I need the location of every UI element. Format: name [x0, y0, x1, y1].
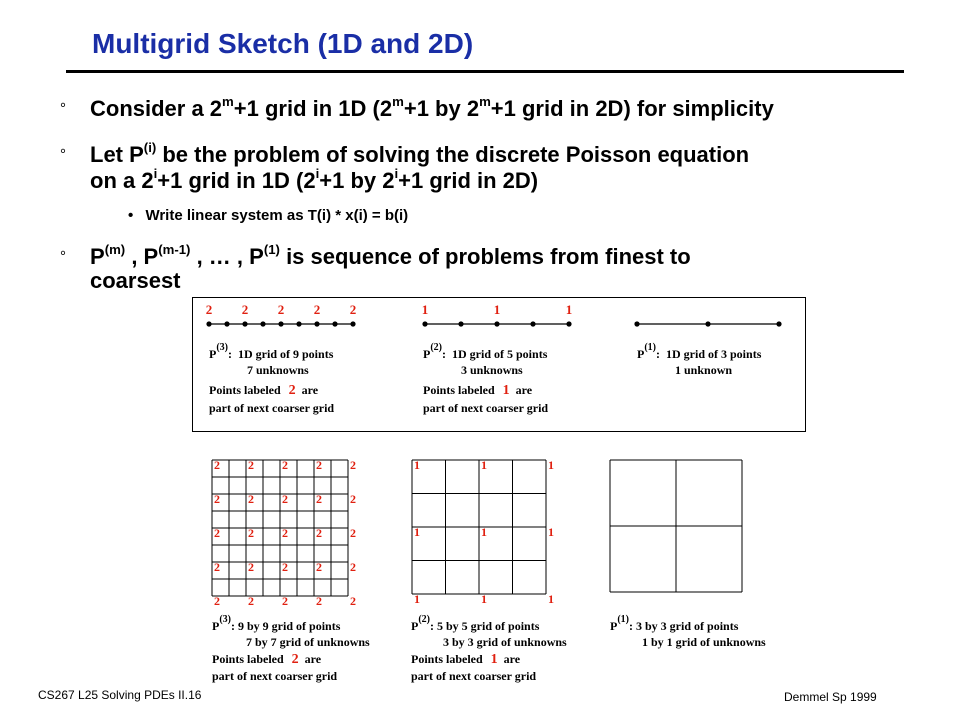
label-1: 1 [493, 302, 501, 317]
grid-point [278, 321, 283, 326]
grid-point [494, 321, 499, 326]
svg-text:Points labeled2are [209, 383, 319, 398]
caption-next: part of next coarser grid [209, 401, 335, 415]
grid-point [422, 321, 427, 326]
caption-p: P [209, 347, 217, 361]
caption-p: P [411, 619, 419, 633]
grid-point [566, 321, 571, 326]
grid-point [332, 321, 337, 326]
coarse-grid-label: 1 [481, 592, 487, 606]
coarse-grid-label: 2 [248, 458, 254, 472]
caption-unknowns: 1 unknown [675, 363, 733, 377]
coarse-grid-label: 2 [350, 526, 356, 540]
caption-labeled: Points labeled [423, 383, 495, 397]
grid-2d-9-by-9 [212, 458, 356, 608]
text-run: on a 2 [90, 168, 154, 193]
grid-point [530, 321, 535, 326]
grid-point [296, 321, 301, 326]
svg-text:P(1):1D grid of 3 points [637, 342, 762, 361]
coarse-grid-label: 2 [316, 560, 322, 574]
caption-p: P [212, 619, 220, 633]
caption-next: part of next coarser grid [411, 669, 537, 683]
coarse-grid-label: 1 [414, 458, 420, 472]
grid-point [206, 321, 211, 326]
coarse-grid-labels [422, 302, 573, 317]
superscript: i [315, 166, 320, 182]
figure-2d-svg [190, 444, 790, 688]
coarse-grid-label: 1 [548, 592, 554, 606]
text-run: P [90, 244, 105, 269]
superscript: i [153, 166, 158, 182]
coarse-grid-labels [206, 302, 357, 317]
coarse-grid-label: 2 [316, 458, 322, 472]
sub-bullet [128, 207, 408, 224]
caption-are: are [503, 652, 521, 666]
coarse-grid-label: 1 [481, 525, 487, 539]
bullet-text [90, 244, 691, 270]
caption-colon: : [228, 347, 233, 361]
coarse-grid-label: 1 [414, 592, 420, 606]
coarse-grid-label: 2 [248, 594, 254, 608]
text-run: is sequence of problems from finest to [279, 244, 691, 269]
caption-superscript: (1) [644, 342, 657, 353]
panel-caption-5x5 [411, 614, 567, 683]
caption-unknowns: 3 unknowns [461, 363, 523, 377]
bullet-text-line-2: coarsest [90, 268, 181, 293]
svg-text:P(2): 5 by 5 grid of points [411, 614, 540, 633]
coarse-grid-label: 2 [350, 458, 356, 472]
text-run: +1 grid in 1D (2 [157, 168, 316, 193]
caption-p: P [637, 347, 645, 361]
panel-caption [637, 342, 762, 377]
text-run: be the problem of solving the discrete Poisson equation [156, 142, 750, 167]
coarse-grid-label: 2 [282, 594, 288, 608]
superscript: m [392, 94, 404, 110]
bullet-marker: ° [60, 248, 66, 265]
grid-point [776, 321, 781, 326]
text-run: +1 grid in 2D) [398, 168, 539, 193]
caption-description: 1D grid of 9 points [238, 347, 334, 361]
grid-1d-3-points [634, 321, 781, 377]
coarse-grid-label: 2 [282, 560, 288, 574]
coarse-grid-label: 2 [350, 594, 356, 608]
caption-superscript: (3) [219, 614, 232, 625]
caption-labeled: Points labeled [209, 383, 281, 397]
caption-label: 1 [490, 652, 498, 667]
coarse-grid-label: 2 [316, 526, 322, 540]
text-run: +1 grid in 2D) for simplicity [490, 96, 774, 121]
panel-caption [209, 342, 334, 415]
label-2: 2 [277, 302, 285, 317]
superscript: (m-1) [158, 242, 191, 258]
grid-1d-5-points [422, 302, 573, 415]
svg-text:P(1): 3 by 3 grid of points [610, 614, 739, 633]
label-1: 1 [421, 302, 429, 317]
caption-labeled: Points labeled [411, 652, 483, 666]
figure-1d-box [192, 297, 806, 432]
caption-next: part of next coarser grid [423, 401, 549, 415]
grid-2d-5-by-5 [412, 458, 554, 606]
coarse-grid-label: 1 [414, 525, 420, 539]
coarse-grid-label: 2 [214, 458, 220, 472]
superscript: (m) [104, 242, 126, 258]
caption-superscript: (2) [430, 342, 443, 353]
figure-1d-svg [193, 298, 807, 433]
grid-1d-9-points [206, 302, 357, 415]
svg-text:Points labeled1are [423, 383, 533, 398]
bullet-text [90, 96, 774, 122]
bullet-marker: ° [60, 146, 66, 163]
panel-caption-3x3 [610, 614, 766, 649]
coarse-grid-label: 2 [282, 492, 288, 506]
panel-caption [423, 342, 548, 415]
sub-bullet-marker: • [128, 207, 134, 224]
superscript: (1) [263, 242, 280, 258]
caption-next: part of next coarser grid [212, 669, 338, 683]
caption-are: are [304, 652, 322, 666]
caption-superscript: (3) [216, 342, 229, 353]
footer-left: CS267 L25 Solving PDEs II.16 [38, 688, 202, 702]
caption-p: P [423, 347, 431, 361]
caption-colon: : [442, 347, 447, 361]
sub-bullet-text: Write linear system as T(i) * x(i) = b(i) [145, 207, 409, 224]
text-run: Let P [90, 142, 144, 167]
caption-label: 2 [291, 652, 299, 667]
text-run: +1 by 2 [403, 96, 480, 121]
caption-description: : 5 by 5 grid of points [430, 619, 540, 633]
bullet-text [90, 142, 749, 168]
svg-text:P(3): 9 by 9 grid of points [212, 614, 341, 633]
label-2: 2 [349, 302, 357, 317]
svg-text:Points labeled2are [212, 652, 322, 667]
bullet-marker: ° [60, 100, 66, 117]
caption-unknowns: 7 by 7 grid of unknowns [246, 635, 370, 649]
coarse-grid-label: 2 [214, 492, 220, 506]
superscript: i [394, 166, 399, 182]
caption-unknowns: 7 unknowns [247, 363, 309, 377]
coarse-grid-label: 2 [316, 594, 322, 608]
caption-description: 1D grid of 3 points [666, 347, 762, 361]
caption-are: are [515, 383, 533, 397]
svg-text:P(2):1D grid of 5 points [423, 342, 548, 361]
superscript: m [222, 94, 234, 110]
grid-point [242, 321, 247, 326]
text-run: +1 grid in 1D (2 [233, 96, 393, 121]
caption-description: 1D grid of 5 points [452, 347, 548, 361]
coarse-grid-label: 2 [350, 560, 356, 574]
superscript: (i) [143, 140, 157, 156]
coarse-grid-label: 2 [214, 526, 220, 540]
caption-description: : 9 by 9 grid of points [231, 619, 341, 633]
caption-labeled: Points labeled [212, 652, 284, 666]
svg-text:Points labeled1are [411, 652, 521, 667]
bullet-text-line-2 [90, 168, 538, 194]
caption-label: 1 [502, 383, 510, 398]
caption-description: : 3 by 3 grid of points [629, 619, 739, 633]
coarse-grid-label: 1 [548, 458, 554, 472]
caption-colon: : [656, 347, 661, 361]
caption-p: P [610, 619, 618, 633]
superscript: m [479, 94, 491, 110]
grid-point [314, 321, 319, 326]
coarse-grid-label: 1 [548, 525, 554, 539]
grid-point [705, 321, 710, 326]
caption-label: 2 [288, 383, 296, 398]
coarse-grid-label: 2 [248, 560, 254, 574]
title-underline [66, 70, 904, 73]
caption-superscript: (1) [617, 614, 630, 625]
text-run: Consider a 2 [90, 96, 223, 121]
caption-unknowns: 3 by 3 grid of unknowns [443, 635, 567, 649]
grid-point [634, 321, 639, 326]
grid-2d-3-by-3 [610, 460, 742, 592]
label-2: 2 [205, 302, 213, 317]
coarse-grid-label: 2 [316, 492, 322, 506]
label-1: 1 [565, 302, 573, 317]
caption-unknowns: 1 by 1 grid of unknowns [642, 635, 766, 649]
label-2: 2 [313, 302, 321, 317]
text-run: , P [125, 244, 159, 269]
coarse-grid-label: 2 [214, 594, 220, 608]
panel-caption-9x9 [212, 614, 370, 683]
coarse-grid-label: 2 [350, 492, 356, 506]
grid-point [260, 321, 265, 326]
coarse-grid-label: 2 [248, 526, 254, 540]
label-2: 2 [241, 302, 249, 317]
coarse-grid-label: 2 [282, 458, 288, 472]
grid-points [206, 321, 355, 326]
coarse-grid-label: 1 [481, 458, 487, 472]
coarse-grid-label: 2 [214, 560, 220, 574]
grid-point [224, 321, 229, 326]
grid-point [350, 321, 355, 326]
coarse-grid-label: 2 [282, 526, 288, 540]
coarse-grid-label: 2 [248, 492, 254, 506]
caption-superscript: (2) [418, 614, 431, 625]
slide-title: Multigrid Sketch (1D and 2D) [92, 28, 474, 59]
caption-are: are [301, 383, 319, 397]
footer-right: Demmel Sp 1999 [784, 690, 877, 704]
svg-text:P(3):1D grid of 9 points [209, 342, 334, 361]
text-run: , … , P [190, 244, 264, 269]
grid-point [458, 321, 463, 326]
text-run: +1 by 2 [319, 168, 395, 193]
